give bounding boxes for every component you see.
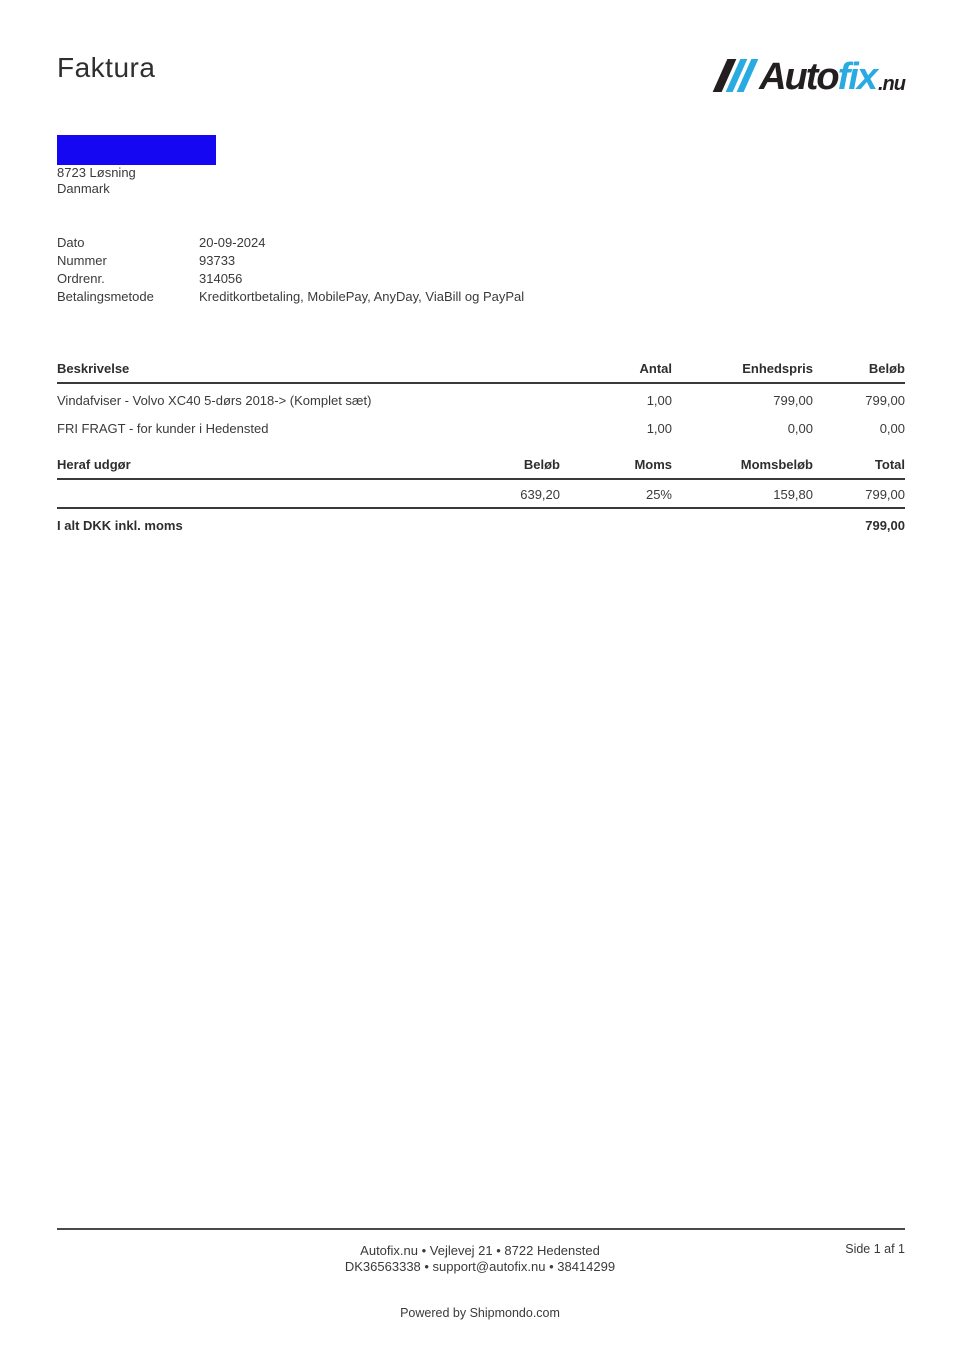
footer-divider	[57, 1228, 905, 1230]
customer-country: Danmark	[57, 181, 110, 196]
invoice-meta	[57, 234, 905, 306]
item-amount: 799,00	[865, 393, 905, 408]
vat-amount: 159,80	[773, 487, 813, 502]
vat-rate: 25%	[645, 487, 672, 502]
vat-row-spacer	[57, 487, 417, 503]
item-amount: 0,00	[879, 421, 905, 436]
meta-label: Dato	[57, 235, 85, 250]
grand-total-value: 799,00	[865, 518, 905, 533]
item-row	[57, 384, 905, 412]
meta-row-nummer	[57, 252, 905, 270]
items-header-antal: Antal	[639, 361, 672, 376]
footer-address-line2: DK36563338 • support@autofix.nu • 38414299	[344, 1258, 616, 1274]
vat-table	[57, 457, 905, 509]
vat-total: 799,00	[865, 487, 905, 502]
vat-header-moms: Moms	[634, 457, 672, 472]
logo-slashes-icon	[720, 59, 755, 96]
page-indicator: Side 1 af 1	[845, 1242, 905, 1256]
meta-value: 20-09-2024	[199, 235, 266, 250]
vat-header-total: Total	[874, 457, 905, 472]
meta-label: Ordrenr.	[57, 271, 105, 286]
customer-address-block	[57, 135, 905, 197]
powered-by: Powered by Shipmondo.com	[400, 1306, 560, 1320]
items-table-header	[57, 361, 905, 384]
vat-table-header	[57, 457, 905, 480]
vat-header-momsbelob: Momsbeløb	[740, 457, 813, 472]
logo-text-nu: .nu	[878, 73, 905, 95]
item-description: Vindafviser - Volvo XC40 5-dørs 2018-> (Komplet sæt)	[57, 393, 372, 408]
vat-row	[57, 480, 905, 509]
meta-label: Nummer	[57, 253, 107, 268]
footer-address	[0, 1243, 960, 1274]
items-header-beskrivelse: Beskrivelse	[57, 361, 130, 376]
meta-row-ordrenr	[57, 270, 905, 288]
item-qty: 1,00	[646, 393, 672, 408]
autofix-logo	[720, 52, 905, 96]
meta-value: Kreditkortbetaling, MobilePay, AnyDay, ViaBill og PayPal	[199, 289, 525, 304]
item-unit-price: 0,00	[787, 421, 813, 436]
logo-text-fix: fix	[837, 56, 876, 98]
meta-row-betalingsmetode	[57, 288, 905, 306]
items-header-belob: Beløb	[868, 361, 905, 376]
vat-header-heraf-udgor: Heraf udgør	[57, 457, 131, 472]
grand-total-row	[57, 509, 905, 533]
meta-label: Betalingsmetode	[57, 289, 154, 304]
meta-row-dato	[57, 234, 905, 252]
vat-base-amount: 639,20	[520, 487, 560, 502]
grand-total-label: I alt DKK inkl. moms	[57, 518, 183, 533]
page-title: Faktura	[57, 52, 156, 83]
item-qty: 1,00	[646, 421, 672, 436]
vat-header-belob: Beløb	[523, 457, 560, 472]
items-header-enhedspris: Enhedspris	[742, 361, 813, 376]
customer-postal-city: 8723 Løsning	[57, 165, 136, 180]
item-unit-price: 799,00	[773, 393, 813, 408]
meta-value: 93733	[199, 253, 236, 268]
item-description: FRI FRAGT - for kunder i Hedensted	[57, 421, 269, 436]
footer-address-line1: Autofix.nu • Vejlevej 21 • 8722 Hedensted	[360, 1243, 600, 1258]
item-row	[57, 412, 905, 440]
invoice-header	[57, 52, 905, 105]
redacted-customer-name	[57, 135, 216, 165]
logo-text-auto: Auto	[759, 56, 838, 98]
meta-value: 314056	[199, 271, 243, 286]
items-table	[57, 361, 905, 440]
